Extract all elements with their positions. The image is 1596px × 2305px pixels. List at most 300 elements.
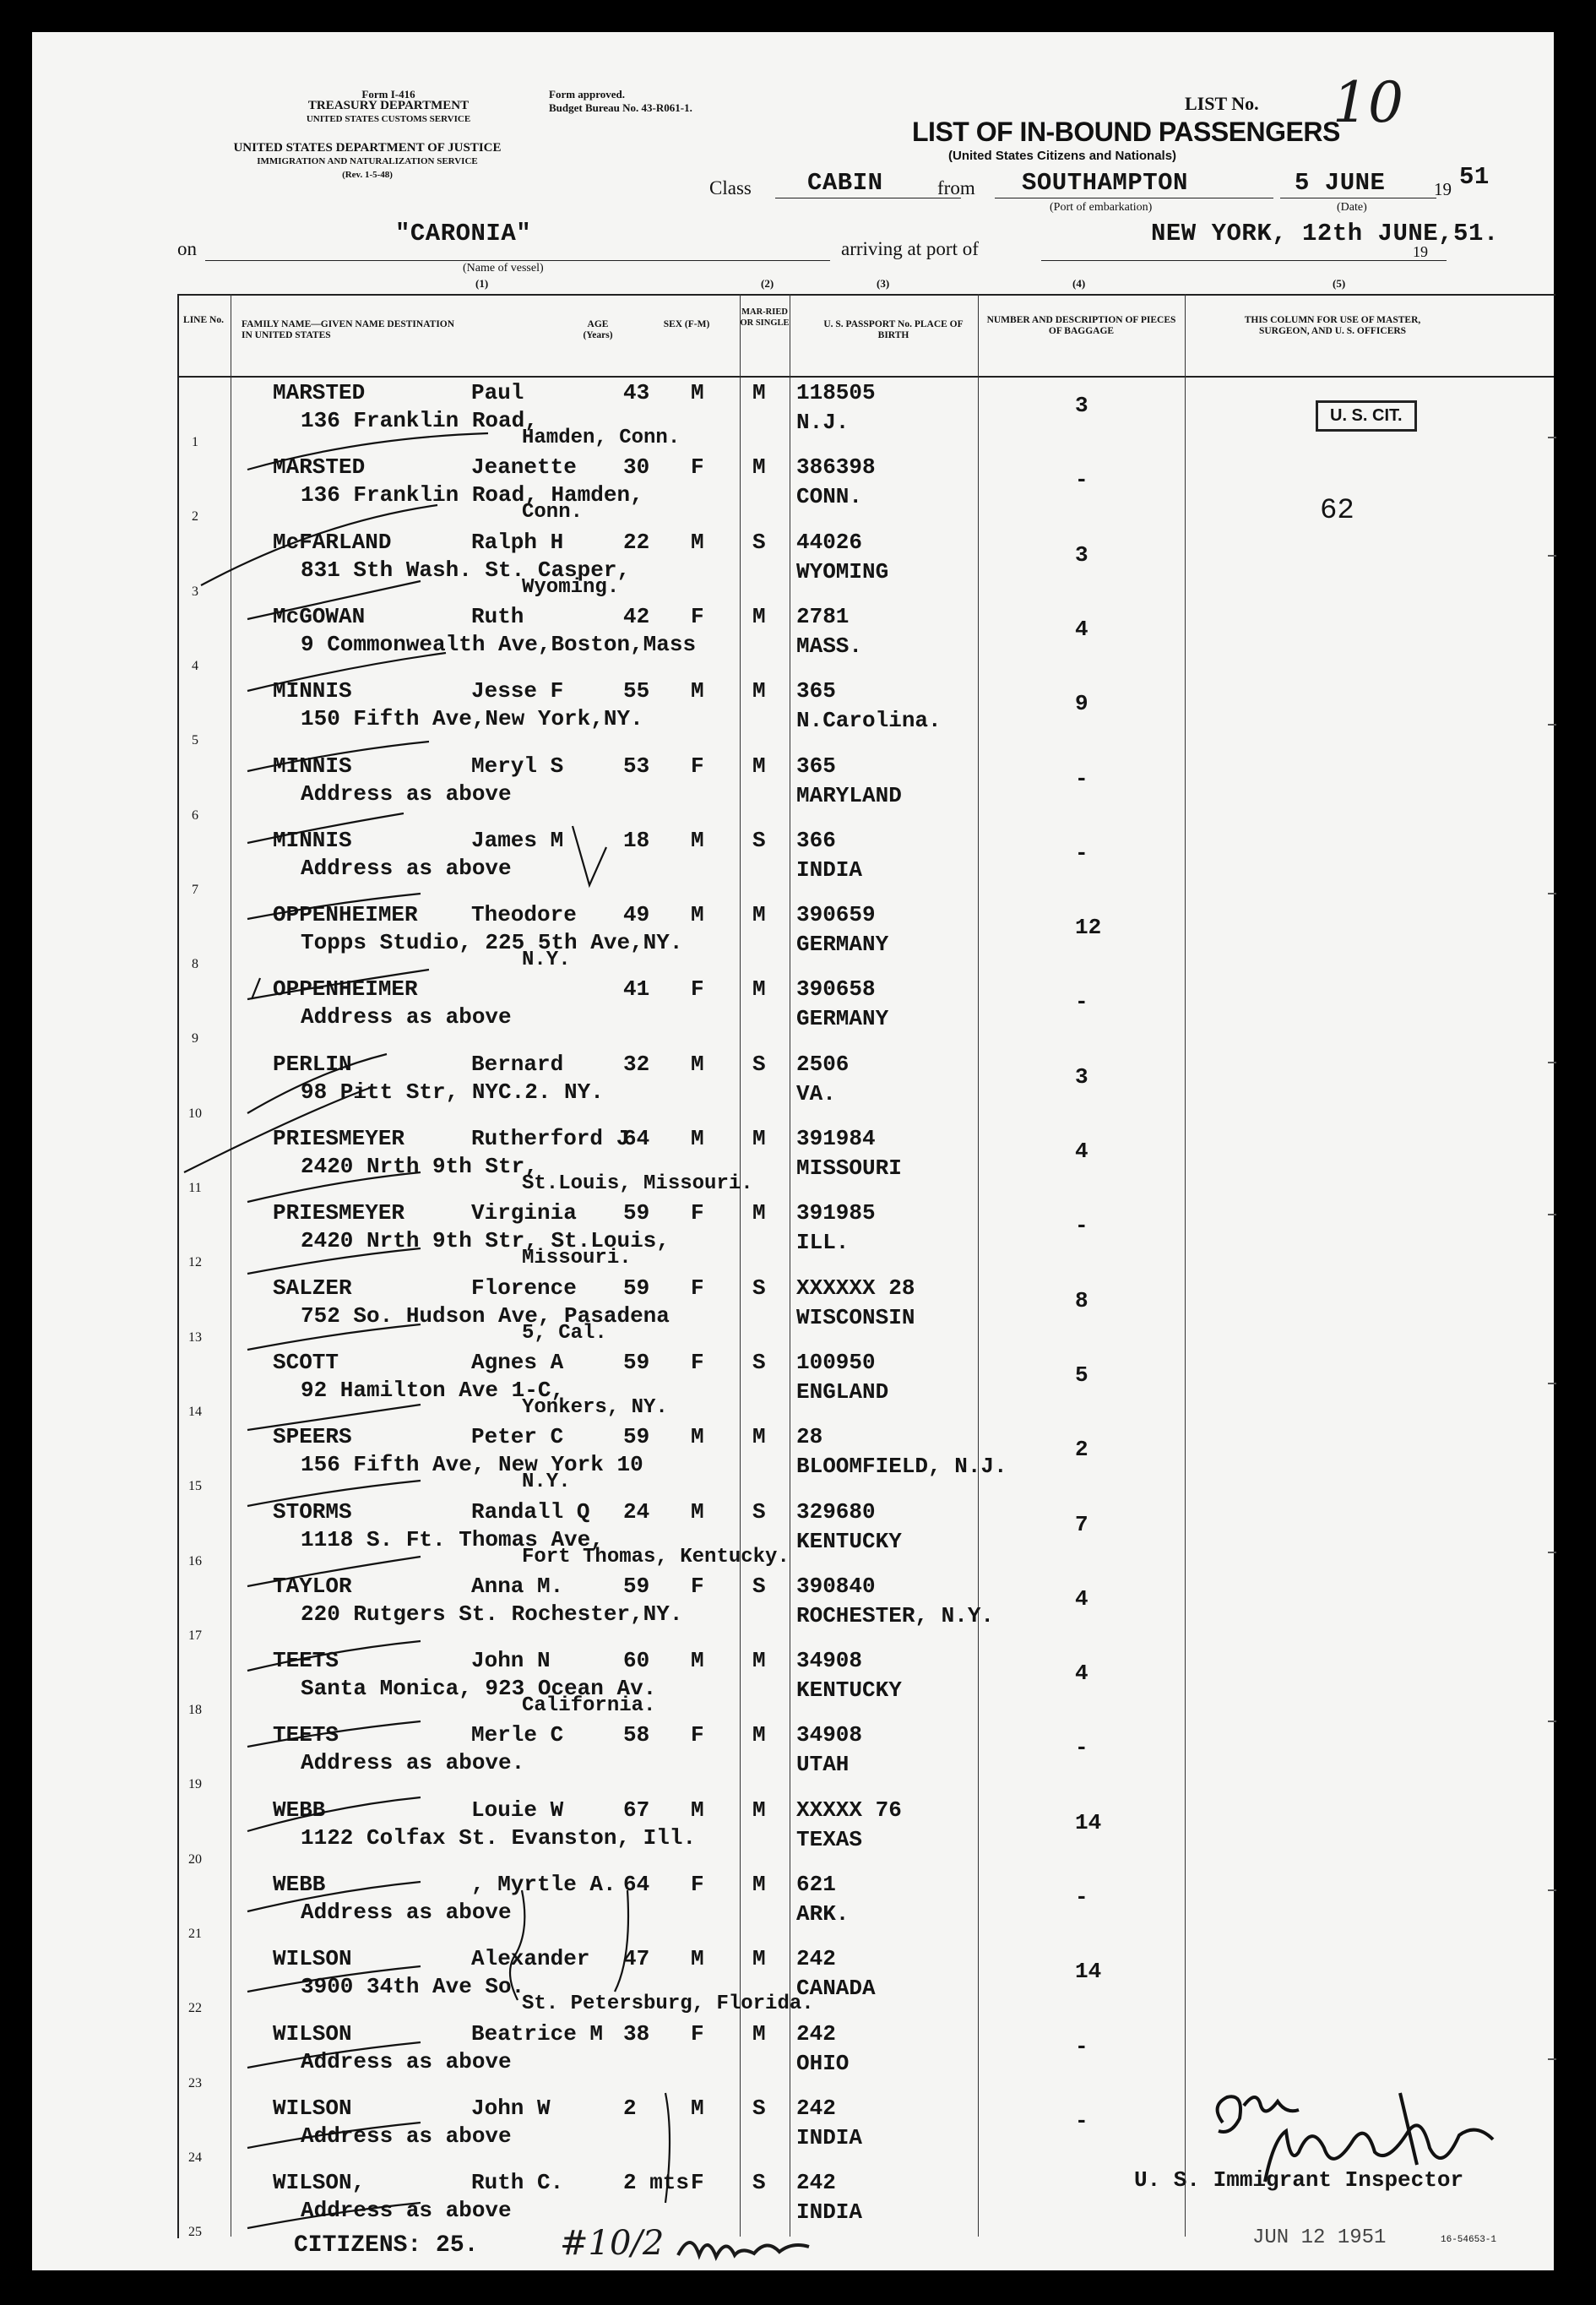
line-number: 14 [188, 1404, 202, 1419]
vessel-label: (Name of vessel) [463, 262, 544, 275]
sex: M [691, 1946, 704, 1972]
address-line-1: Address as above [301, 1900, 512, 1925]
given-name: Beatrice M [471, 2020, 604, 2047]
baggage-count: - [1075, 1213, 1088, 1239]
place-of-birth: TEXAS [796, 1826, 863, 1852]
address-line-1: Santa Monica, 923 Ocean Av. [301, 1676, 657, 1702]
place-of-birth: OHIO [796, 2050, 850, 2076]
family-name: McGOWAN [273, 603, 366, 629]
baggage-count: 4 [1075, 616, 1088, 642]
sex: M [691, 380, 704, 405]
family-name: WILSON [273, 2020, 352, 2047]
col-header-age: AGE (Years) [583, 319, 613, 340]
budget-bureau: Budget Bureau No. 43-R061-1. [549, 101, 692, 114]
address-line-2: Conn. [522, 501, 584, 525]
check-strokes [167, 370, 843, 2270]
sex: F [691, 603, 704, 629]
sex: F [691, 753, 704, 779]
passport-no: 28 [796, 1424, 823, 1450]
address-line-1: Address as above [301, 2123, 512, 2149]
age: 43 [623, 380, 650, 405]
manifest-title: LIST OF IN-BOUND PASSENGERS [912, 117, 1340, 147]
col-num-5: (5) [1333, 277, 1346, 290]
vessel-underline [205, 260, 830, 261]
baggage-count: 3 [1075, 541, 1088, 568]
address-line-1: 156 Fifth Ave, New York 10 [301, 1452, 643, 1478]
date-value: 5 JUNE [1295, 169, 1386, 197]
address-line-1: 1118 S. Ft. Thomas Ave, [301, 1526, 604, 1552]
age: 2 mts [623, 2170, 690, 2196]
marital-status: M [752, 1722, 766, 1748]
family-name: TEETS [273, 1722, 339, 1748]
form-approved: Form approved. [549, 88, 626, 101]
baggage-count: - [1075, 989, 1088, 1015]
passport-no: 390658 [796, 976, 876, 1003]
address-line-1: 1122 Colfax St. Evanston, Ill. [301, 1824, 697, 1851]
baggage-count: 4 [1075, 1661, 1088, 1687]
place-of-birth: KENTUCKY [796, 1528, 902, 1554]
marital-status: S [752, 2170, 766, 2196]
line-number: 6 [192, 807, 198, 823]
sex: F [691, 1722, 704, 1748]
age: 59 [623, 1424, 650, 1450]
line-number: 16 [188, 1553, 202, 1568]
given-name: Randall Q [471, 1498, 590, 1525]
marital-status: S [752, 1275, 766, 1301]
family-name: STORMS [273, 1498, 352, 1525]
age: 24 [623, 1498, 650, 1525]
passport-no: 44026 [796, 529, 863, 555]
baggage-count: 9 [1075, 691, 1088, 717]
baggage-count: 14 [1075, 1959, 1102, 1985]
given-name: Louie W [471, 1797, 564, 1823]
baggage-count: 5 [1075, 1362, 1088, 1388]
line-number: 20 [188, 1851, 202, 1867]
ins-service: IMMIGRATION AND NATURALIZATION SERVICE [257, 156, 478, 166]
form-revision: (Rev. 1-5-48) [342, 170, 393, 180]
marital-status: S [752, 1051, 766, 1077]
marital-status: S [752, 2095, 766, 2121]
justice-dept: UNITED STATES DEPARTMENT OF JUSTICE [233, 141, 502, 155]
baggage-count: 3 [1075, 1063, 1088, 1090]
address-line-1: Address as above [301, 1004, 512, 1030]
baggage-count: - [1075, 2107, 1088, 2134]
col-num-3: (3) [877, 277, 890, 290]
age: 41 [623, 976, 650, 1003]
given-name: Ralph H [471, 529, 564, 555]
marital-status: S [752, 1573, 766, 1599]
place-of-birth: BLOOMFIELD, N.J. [796, 1454, 1007, 1480]
family-name: PRIESMEYER [273, 1200, 405, 1226]
inspector-signature [1206, 2072, 1527, 2199]
vessel-name: "CARONIA" [395, 220, 532, 247]
sex: F [691, 2170, 704, 2196]
line-number: 10 [188, 1106, 202, 1121]
marital-status: M [752, 380, 766, 405]
family-name: MINNIS [273, 678, 352, 704]
line-number: 24 [188, 2150, 202, 2165]
line-number: 11 [188, 1181, 202, 1195]
address-line-2: Wyoming. [522, 575, 620, 599]
given-name: Jesse F [471, 678, 564, 704]
sex: M [691, 1797, 704, 1823]
passport-no: 365 [796, 753, 836, 779]
age: 38 [623, 2020, 650, 2047]
sex: M [691, 678, 704, 704]
year-value: 51 [1459, 163, 1490, 191]
marital-status: M [752, 2020, 766, 2047]
line-number: 21 [188, 1927, 202, 1941]
baggage-count: 3 [1075, 393, 1088, 418]
place-of-birth: GERMANY [796, 1006, 889, 1032]
address-line-1: Topps Studio, 225 5th Ave,NY. [301, 930, 683, 956]
line-number: 25 [188, 2225, 202, 2240]
arrival-year-prefix: 19 [1413, 243, 1428, 260]
col-num-1: (1) [475, 277, 489, 290]
passport-no: 34908 [796, 1722, 863, 1748]
passport-no: 34908 [796, 1648, 863, 1674]
given-name: Ruth C. [471, 2170, 564, 2196]
sex: M [691, 1498, 704, 1525]
family-name: MARSTED [273, 454, 366, 481]
given-name: Paul [471, 380, 524, 405]
margin-marks [1548, 370, 1556, 2228]
address-line-1: 92 Hamilton Ave 1-C, [301, 1377, 565, 1403]
marital-status: M [752, 753, 766, 779]
passport-no: 2506 [796, 1051, 850, 1077]
given-name: John W [471, 2095, 551, 2121]
form-code: 16-54653-1 [1441, 2235, 1497, 2245]
age: 58 [623, 1722, 650, 1748]
address-line-1: 752 So. Hudson Ave, Pasadena [301, 1302, 670, 1329]
baggage-count: - [1075, 840, 1088, 866]
sex: F [691, 1872, 704, 1897]
col-header-line-no: LINE No. [183, 315, 224, 325]
place-of-birth: INDIA [796, 2199, 863, 2226]
address-line-1: 9 Commonwealth Ave,Boston,Mass [301, 631, 697, 657]
address-line-1: Address as above [301, 780, 512, 807]
from-value: SOUTHAMPTON [1022, 169, 1188, 197]
place-of-birth: WYOMING [796, 558, 889, 584]
family-name: TAYLOR [273, 1573, 352, 1599]
address-line-1: 831 Sth Wash. St. Casper, [301, 557, 631, 583]
age: 18 [623, 827, 650, 853]
age: 47 [623, 1946, 650, 1972]
given-name: Rutherford J [471, 1126, 630, 1151]
marital-status: M [752, 454, 766, 481]
passport-no: 391984 [796, 1126, 876, 1151]
age: 60 [623, 1648, 650, 1674]
marital-status: M [752, 1126, 766, 1151]
address-line-2: California. [522, 1694, 656, 1718]
marital-status: M [752, 1648, 766, 1674]
address-line-2: 5, Cal. [522, 1321, 607, 1345]
family-name: MARSTED [273, 380, 366, 405]
given-name: Peter C [471, 1424, 564, 1450]
age: 22 [623, 529, 650, 555]
inspector-label: U. S. Immigrant Inspector [1134, 2167, 1464, 2193]
sex: M [691, 902, 704, 928]
col-header-officers: THIS COLUMN FOR USE OF MASTER, SURGEON, AND U. S. OFFICERS [1244, 315, 1421, 336]
passport-no: 242 [796, 1946, 836, 1972]
given-name: Florence [471, 1275, 577, 1301]
address-line-1: 98 Pitt Str, NYC.2. NY. [301, 1079, 604, 1105]
marital-status: S [752, 827, 766, 853]
col-num-4: (4) [1072, 277, 1086, 290]
class-label: Class [709, 177, 752, 198]
year-prefix: 19 [1434, 179, 1452, 199]
passport-no: 2781 [796, 603, 850, 629]
passport-no: 390840 [796, 1573, 876, 1599]
marital-status: M [752, 1872, 766, 1897]
passport-no: 621 [796, 1872, 836, 1897]
sex: F [691, 1573, 704, 1599]
marital-status: M [752, 902, 766, 928]
place-of-birth: ILL. [796, 1230, 850, 1256]
family-name: SALZER [273, 1275, 352, 1301]
address-line-2: Missouri. [522, 1247, 632, 1270]
list-no-value: 10 [1333, 70, 1403, 135]
given-name: , Myrtle A. [471, 1872, 616, 1897]
col-header-married: MAR-RIED OR SINGLE [740, 307, 790, 328]
family-name: SCOTT [273, 1349, 339, 1375]
sex: F [691, 1200, 704, 1226]
address-line-2: N.Y. [522, 1471, 571, 1494]
given-name: Merle C [471, 1722, 564, 1748]
baggage-count: - [1075, 765, 1088, 791]
given-name: Theodore [471, 902, 577, 928]
baggage-count: 4 [1075, 1139, 1088, 1164]
baggage-count: - [1075, 1884, 1088, 1910]
form-number: Form I-416 [361, 88, 415, 101]
passport-no: XXXXXX 28 [796, 1275, 915, 1301]
place-of-birth: INDIA [796, 856, 863, 883]
col-divider [978, 294, 979, 2237]
family-name: WEBB [273, 1872, 326, 1897]
citizens-total: CITIZENS: 25. [294, 2232, 479, 2259]
age: 59 [623, 1573, 650, 1599]
marital-status: M [752, 1200, 766, 1226]
family-name: SPEERS [273, 1424, 352, 1450]
family-name: PRIESMEYER [273, 1126, 405, 1151]
given-name: Ruth [471, 603, 524, 629]
customs-service: UNITED STATES CUSTOMS SERVICE [306, 114, 471, 124]
age: 53 [623, 753, 650, 779]
address-line-1: 150 Fifth Ave,New York,NY. [301, 706, 643, 732]
marital-status: M [752, 976, 766, 1003]
place-of-birth: MASS. [796, 633, 863, 659]
baggage-count: 2 [1075, 1437, 1088, 1463]
address-line-2: St. Petersburg, Florida. [522, 1992, 814, 2016]
line-number: 2 [192, 509, 198, 525]
age: 2 [623, 2095, 637, 2121]
manifest-subtitle: (United States Citizens and Nationals) [948, 149, 1177, 163]
line-number: 19 [188, 1777, 202, 1792]
place-of-birth: VA. [796, 1080, 836, 1106]
marital-status: M [752, 603, 766, 629]
address-line-2: N.Y. [522, 949, 571, 972]
passport-no: 242 [796, 2020, 836, 2047]
given-name: Agnes A [471, 1349, 564, 1375]
col-num-2: (2) [761, 277, 774, 290]
line-number: 17 [188, 1628, 202, 1643]
address-line-2: Yonkers, NY. [522, 1395, 668, 1419]
col-header-name: FAMILY NAME—GIVEN NAME DESTINATION IN UNITED STATES [242, 319, 455, 340]
passport-no: 390659 [796, 902, 876, 928]
arrival-value: NEW YORK, 12th JUNE,51. [1151, 220, 1499, 247]
family-name: MINNIS [273, 753, 352, 779]
place-of-birth: CONN. [796, 484, 863, 510]
arrival-underline [1041, 260, 1447, 261]
line-number: 7 [192, 882, 198, 897]
place-of-birth: N.J. [796, 410, 850, 435]
line-number: 9 [192, 1031, 198, 1046]
passport-no: 100950 [796, 1349, 876, 1375]
address-line-1: 2420 Nrth 9th Str, St.Louis, [301, 1228, 670, 1254]
line-number: 5 [192, 733, 198, 748]
age: 49 [623, 902, 650, 928]
col-divider [1185, 294, 1186, 2237]
passport-no: 391985 [796, 1200, 876, 1226]
family-name: WILSON [273, 2095, 352, 2121]
count-62: 62 [1320, 495, 1354, 527]
col-header-sex: SEX (F-M) [663, 319, 710, 329]
sex: F [691, 1275, 704, 1301]
marital-status: M [752, 1797, 766, 1823]
family-name: MINNIS [273, 827, 352, 853]
marital-status: S [752, 1349, 766, 1375]
passport-no: 365 [796, 678, 836, 704]
passport-no: XXXXX 76 [796, 1797, 902, 1823]
line-number: 13 [188, 1329, 202, 1345]
passport-no: 242 [796, 2170, 836, 2196]
given-name: Alexander [471, 1946, 590, 1972]
baggage-count: 7 [1075, 1511, 1088, 1537]
from-label: from [937, 177, 975, 198]
date-label: (Date) [1337, 201, 1367, 214]
line-number: 4 [192, 658, 198, 673]
us-citizen-stamp: U. S. CIT. [1316, 400, 1417, 432]
line-number: 15 [188, 1479, 202, 1494]
baggage-count: - [1075, 1735, 1088, 1761]
col-header-passport: U. S. PASSPORT No. PLACE OF BIRTH [823, 319, 964, 340]
sex: M [691, 529, 704, 555]
sex: F [691, 1349, 704, 1375]
given-name: James M [471, 827, 564, 853]
passport-no: 366 [796, 827, 836, 853]
given-name: Meryl S [471, 753, 564, 779]
sex: F [691, 2020, 704, 2047]
address-line-1: 136 Franklin Road, [301, 408, 538, 433]
sex: M [691, 1648, 704, 1674]
place-of-birth: ENGLAND [796, 1378, 889, 1405]
place-of-birth: MISSOURI [796, 1155, 902, 1181]
line-number: 1 [192, 435, 198, 449]
line-number: 8 [192, 957, 198, 972]
family-name: McFARLAND [273, 529, 392, 555]
age: 59 [623, 1349, 650, 1375]
place-of-birth: ROCHESTER, N.Y. [796, 1602, 995, 1628]
marital-status: S [752, 1498, 766, 1525]
age: 64 [623, 1126, 650, 1151]
passport-no: 118505 [796, 380, 876, 405]
treasury-dept: TREASURY DEPARTMENT [307, 99, 470, 112]
place-of-birth: MARYLAND [796, 782, 902, 808]
line-number: 23 [188, 2075, 202, 2090]
place-of-birth: ARK. [796, 1901, 850, 1927]
arriving-label: arriving at port of [841, 238, 979, 259]
baggage-count: 8 [1075, 1287, 1088, 1313]
family-name: WILSON, [273, 2170, 366, 2196]
marital-status: M [752, 1424, 766, 1450]
class-value: CABIN [807, 169, 883, 197]
age: 32 [623, 1051, 650, 1077]
port-embark-label: (Port of embarkation) [1050, 201, 1153, 214]
baggage-count: 12 [1075, 915, 1102, 941]
sex: M [691, 827, 704, 853]
place-of-birth: INDIA [796, 2124, 863, 2150]
address-line-1: 2420 Nrth 9th Str, [301, 1154, 538, 1179]
sex: M [691, 1126, 704, 1151]
address-line-1: 3900 34th Ave So. [301, 1974, 525, 2000]
place-of-birth: CANADA [796, 1976, 876, 2002]
age: 64 [623, 1872, 650, 1897]
age: 67 [623, 1797, 650, 1823]
line-number: 3 [192, 584, 198, 599]
list-no-label: LIST No. [1185, 93, 1259, 114]
family-name: OPPENHEIMER [273, 902, 418, 928]
passport-no: 386398 [796, 454, 876, 481]
given-name: John N [471, 1648, 551, 1674]
marital-status: M [752, 1946, 766, 1972]
line-number: 18 [188, 1703, 202, 1718]
family-name: WEBB [273, 1797, 326, 1823]
age: 30 [623, 454, 650, 481]
baggage-count: 4 [1075, 1585, 1088, 1612]
manifest-page [32, 32, 1554, 2270]
place-of-birth: UTAH [796, 1752, 850, 1778]
address-line-1: 220 Rutgers St. Rochester,NY. [301, 1601, 683, 1627]
marital-status: S [752, 529, 766, 555]
sex: M [691, 1051, 704, 1077]
sex: M [691, 1424, 704, 1450]
given-name: Jeanette [471, 454, 577, 481]
on-label: on [177, 238, 197, 259]
sex: F [691, 976, 704, 1003]
given-name: Virginia [471, 1200, 577, 1226]
baggage-count: 14 [1075, 1809, 1102, 1835]
passport-no: 242 [796, 2095, 836, 2121]
address-line-2: Fort Thomas, Kentucky. [522, 1545, 790, 1568]
address-line-1: Address as above [301, 2048, 512, 2074]
col-header-baggage: NUMBER AND DESCRIPTION OF PIECES OF BAGGAGE [986, 315, 1176, 336]
address-line-1: Address as above. [301, 1750, 525, 1776]
address-line-2: Hamden, Conn. [522, 427, 681, 449]
place-of-birth: WISCONSIN [796, 1304, 915, 1330]
address-line-2: St.Louis, Missouri. [522, 1172, 753, 1195]
family-name: TEETS [273, 1648, 339, 1674]
age: 42 [623, 603, 650, 629]
address-line-1: Address as above [301, 2198, 512, 2224]
place-of-birth: GERMANY [796, 932, 889, 958]
family-name: PERLIN [273, 1051, 352, 1077]
baggage-count: - [1075, 2033, 1088, 2059]
marital-status: M [752, 678, 766, 704]
sex: M [691, 2095, 704, 2121]
address-line-1: Address as above [301, 855, 512, 881]
handwritten-total: #10/2 [560, 2224, 665, 2263]
line-number: 12 [188, 1255, 202, 1270]
